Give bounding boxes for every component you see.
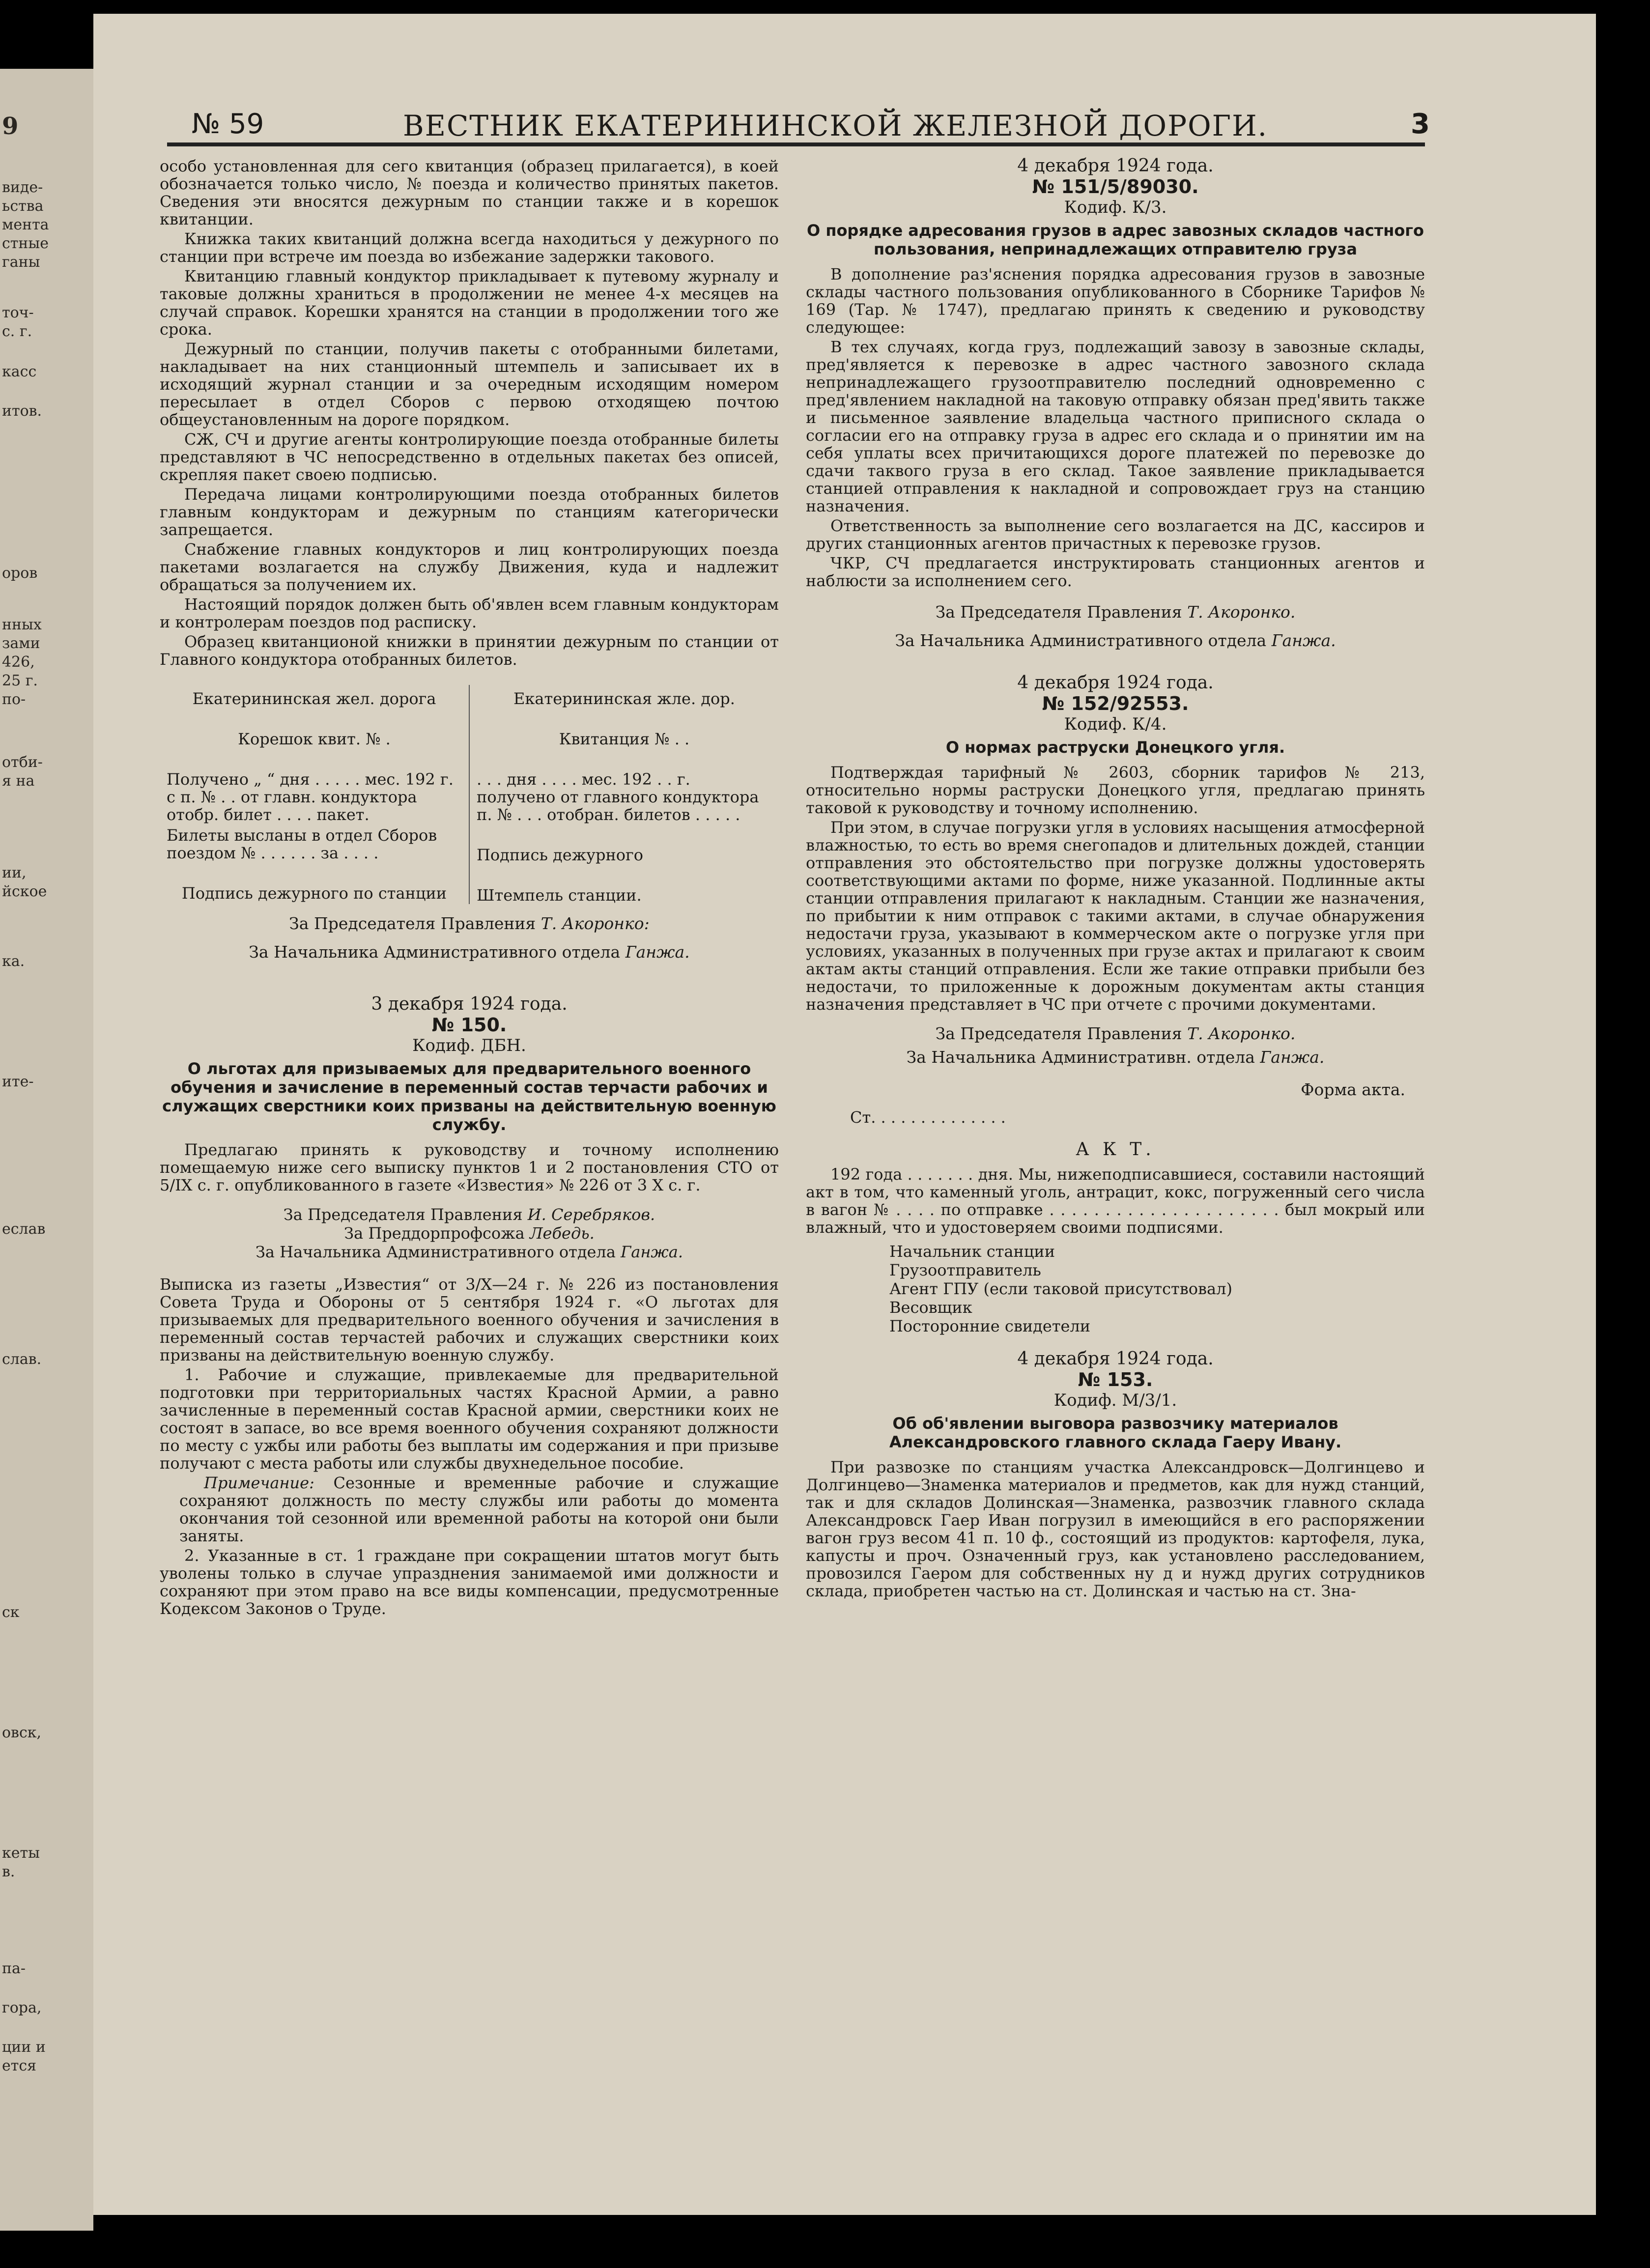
form-line: Билеты высланы в отдел Сборов поездом № . . . . . . за . . . . (167, 826, 437, 862)
signature-name: Ганжа. (625, 942, 690, 962)
signature-line (160, 1224, 779, 1242)
signature-line (160, 943, 779, 961)
right-column (806, 157, 1425, 1602)
signature-name: Лебедь. (529, 1224, 595, 1243)
signature-role: За Начальника Административного отдела (255, 1243, 616, 1261)
paragraph: Подтверждая тарифный № 2603, сборник тарифов № 213, относительно нормы раструски Донецкого угля, предлагаю принять таковой к руководству и точному исполнению. (806, 763, 1425, 817)
order-heading: О льготах для призываемых для предварительного военного обучения и зачисление в переменный состав терчасти рабочих и служащих сверстники коих призваны на действительную военную службу. (162, 1059, 776, 1134)
paragraph: СЖ, СЧ и другие агенты контролирующие поезда отобранные билеты представляют в ЧС непосредственно в отдельных пакетах без описей, скрепляя пакет своею подписью. (160, 430, 779, 484)
signature-line (160, 915, 779, 933)
station-field: Ст. . . . . . . . . . . . . . (850, 1108, 1006, 1127)
signer-line: Агент ГПУ (если таковой присутствовал) (889, 1279, 1232, 1298)
left-column (160, 157, 779, 1619)
order-codification: Кодиф. К/4. (1064, 714, 1167, 734)
signature-role: За Начальника Административн. отдела (906, 1048, 1255, 1067)
signature-role: За Преддорпрофсожа (344, 1224, 525, 1243)
signature-role: За Начальника Административного отдела (895, 631, 1267, 650)
strip-text: нных (2, 616, 42, 633)
strip-text: оров (2, 565, 38, 582)
order-date: 3 декабря 1924 года. (371, 994, 568, 1014)
act-signers (889, 1242, 1425, 1335)
signature-name: И. Серебряков. (527, 1205, 655, 1224)
paragraph: Снабжение главных кондукторов и лиц контролирующих поезда пакетами возлагается на службу Движения, куда и надлежит обращаться за получением их. (160, 540, 779, 594)
strip-text: ется (2, 2057, 37, 2074)
receipt-stub (160, 685, 469, 904)
order-number: № 150. (431, 1014, 507, 1036)
signature-line (806, 603, 1425, 621)
strip-text: ск (2, 1604, 20, 1621)
paragraph: При этом, в случае погрузки угля в условиях насыщения атмосферной влажностью, то есть во время снегопадов и длительных дождей, станции отправления это обстоятельство при погрузке должны удостоверять соответствующими актами по форме, ниже указанной. Подлинные акты станции отправления прилагают к накладным. Станции же назначения, по прибытии к ним отправок с такими актами, в случае обнаружения недостачи груза, указывают в коммерческом акте о погрузке угля при условиях, указанных в полученных при грузе актах и прилагают к своим актам акты станций отправления. Если же такие отправки прибыли без недостачи, то приложенные к дорожным документам акты станция назначения представляет в ЧС при отчете с прочими документами. (806, 818, 1425, 1014)
paragraph: Предлагаю принять к руководству и точному исполнению помещаемую ниже сего выписку пунктов 1 и 2 постановления СТО от 5/IX с. г. опубликованного в газете «Известия» № 226 от 3 Х с. г. (160, 1140, 779, 1194)
signer-line: Начальник станции (889, 1242, 1055, 1261)
signature-role: За Председателя Правления (283, 1205, 523, 1224)
strip-text: виде- (2, 179, 43, 196)
act-title: А К Т. (1076, 1139, 1155, 1160)
signer-line: Весовщик (889, 1298, 972, 1317)
strip-text: 25 г. (2, 672, 38, 689)
paragraph: Квитанцию главный кондуктор прикладывает к путевому журналу и таковые должны храниться в продолжении не менее 4-х месяцев на случай справок. Корешки хранятся на станции в продолжении того же срока. (160, 267, 779, 339)
signer-line: Грузоотправитель (889, 1261, 1041, 1279)
receipt-main (469, 685, 779, 904)
form-line: Штемпель станции. (477, 886, 642, 905)
signature-line (160, 1243, 779, 1261)
paragraph: 192 года . . . . . . . дня. Мы, нижеподписавшиеся, составили настоящий акт в том, что каменный уголь, антрацит, кокс, погруженный сего числа в вагон № . . . . по отправке . . . . . . . . . . . . . . . . . . . . . был мокрый или влажный, что и удостоверяем своими подписями. (806, 1165, 1425, 1237)
paragraph: Образец квитанционой книжки в принятии дежурным по станции от Главного кондуктора отобранных билетов. (160, 632, 779, 669)
strip-text: слав. (2, 1351, 42, 1368)
order-number: № 151/5/89030. (1032, 176, 1199, 198)
strip-text: отби- (2, 754, 43, 771)
form-line: Корешок квит. № . (238, 730, 391, 748)
paragraph: При развозке по станциям участка Александровск—Долгинцево и Долгинцево—Знаменка материалов и предметов, как для нужд станций, так и для складов Долинская—Знаменка, развозчик главного склада Александровск Гаер Иван погрузил в имеющийся в его распоряжении вагон груз весом 41 п. 10 ф., состоящий из продуктов: картофеля, лука, капусты и проч. Означенный груз, как установлено расследованием, провозился Гаером для собственных ну д и нужд других сотрудников склада, приобретен частью на ст. Долинская и частью на ст. Зна- (806, 1458, 1425, 1600)
signature-role: За Председателя Правления (935, 602, 1182, 622)
issue-number: № 59 (192, 108, 264, 140)
strip-text: ции и (2, 2039, 46, 2056)
note-text: Сезонные и временные рабочие и служащие сохраняют должность по месту службы или работы до момента окончания той сезонной или временной работы на которой они были заняты. (179, 1474, 779, 1545)
strip-text: овск, (2, 1724, 42, 1741)
signature-role: За Председателя Правления (935, 1024, 1182, 1043)
paragraph: ЧКР, СЧ предлагается инструктировать станционных агентов и наблюсти за исполнением сего. (806, 554, 1425, 590)
order-codification: Кодиф. ДБН. (412, 1036, 526, 1055)
signature-name: Т. Акоронко. (1187, 602, 1296, 622)
order-date: 4 декабря 1924 года. (1017, 673, 1214, 693)
adjacent-page-strip (0, 69, 93, 2231)
signature-role: За Председателя Правления (289, 914, 536, 933)
signature-role: За Начальника Административного отдела (249, 942, 621, 962)
signature-name: Ганжа. (1260, 1048, 1325, 1067)
signature-line (160, 1206, 779, 1223)
strip-text: ка. (2, 953, 25, 970)
paragraph: В тех случаях, когда груз, подлежащий завозу в завозные склады, пред'является к перевозке в адрес частного завозного склада непринадлежащего грузоотправителю последний одновременно с пред'явлением накладной на таковую отправку обязан пред'явить также и письменное заявление владельца частного приписного склада о согласии его на отправку груза в адрес его склада и о принятии им на себя уплаты всех причитающихся дороге платежей по перевозке до сдачи таквого груза в его склад. Такое заявление прикладывается станцией отправления к накладной и сопровождает груз на станцию назначения. (806, 338, 1425, 515)
signature-line (806, 632, 1425, 650)
strip-text: стные (2, 235, 49, 252)
strip-text: ите- (2, 1073, 34, 1090)
form-line: . . . дня . . . . мес. 192 . . г. получено от главного кондуктора п. № . . . отобран. билетов . . . . . (477, 770, 759, 824)
strip-text: с. г. (2, 323, 32, 340)
strip-text: кеты (2, 1844, 40, 1862)
strip-text: итов. (2, 402, 42, 420)
paragraph: Ответственность за выполнение сего возлагается на ДС, кассиров и других станционных агентов причастных к перевозке грузов. (806, 516, 1425, 553)
header-rule (167, 142, 1425, 146)
paragraph: В дополнение раз'яснения порядка адресования грузов в завозные склады частного пользования опубликованного в Сборнике Тарифов № 169 (Тар. № 1747), предлагаю принять к сведению и руководству следующее: (806, 265, 1425, 337)
strip-text: 9 (2, 113, 19, 140)
signature-name: Ганжа. (621, 1243, 683, 1261)
signature-name: Ганжа. (1271, 631, 1336, 650)
strip-text: касс (2, 363, 37, 380)
order-heading: Об об'явлении выговора развозчику материалов Александровского главного склада Гаеру Ивану. (889, 1414, 1342, 1451)
form-line: Квитанция № . . (559, 730, 690, 748)
paragraph: 2. Указанные в ст. 1 граждане при сокращении штатов могут быть уволены только в случае упразднения занимаемой ими должности и сохраняют при этом право на все виды компенсации, предусмотренные Кодексом Законов о Труде. (160, 1546, 779, 1618)
strip-text: мента (2, 216, 49, 233)
strip-text: 426, (2, 653, 35, 671)
order-heading: О нормах раструски Донецкого угля. (945, 738, 1285, 757)
order-date: 4 декабря 1924 года. (1017, 156, 1214, 176)
note-paragraph (160, 1474, 779, 1545)
signature-line (806, 1049, 1425, 1066)
strip-text: по- (2, 691, 26, 708)
order-heading: О порядке адресования грузов в адрес завозных складов частного пользования, непринадлежащих отправителю груза (806, 221, 1424, 258)
signature-name: Т. Акоронко. (1187, 1024, 1296, 1043)
receipt-form (160, 685, 779, 904)
order-codification: Кодиф. К/3. (1064, 198, 1167, 217)
order-codification: Кодиф. М/3/1. (1053, 1390, 1177, 1410)
form-line: Подпись дежурного (477, 846, 644, 864)
paragraph: особо установленная для сего квитанция (образец прилагается), в коей обозначается только число, № поезда и количество принятых пакетов. Сведения эти вносятся дежурным по станции также и в корешок квитанции. (160, 157, 779, 228)
form-line: Екатерининская жле. дор. (513, 689, 735, 708)
strip-text: гора, (2, 1999, 42, 2016)
signer-line: Посторонние свидетели (889, 1317, 1091, 1335)
paragraph: Книжка таких квитанций должна всегда находиться у дежурного по станции при встрече им поезда во избежание задержки такового. (160, 229, 779, 266)
strip-text: в. (2, 1863, 15, 1880)
strip-text: ьства (2, 198, 44, 215)
newspaper-title: ВЕСТНИК ЕКАТЕРИНИНСКОЙ ЖЕЛЕЗНОЙ ДОРОГИ. (403, 109, 1268, 142)
order-number: № 153. (1078, 1369, 1153, 1390)
form-line: Екатерининская жел. дорога (192, 689, 436, 708)
paragraph: Передача лицами контролирующими поезда отобранных билетов главным кондукторам и дежурным по станциям категорически запрещается. (160, 485, 779, 539)
strip-text: точ- (2, 304, 34, 321)
strip-text: еслав (2, 1220, 46, 1238)
signature-line (806, 1025, 1425, 1043)
strip-text: ганы (2, 254, 40, 271)
page-number: 3 (1411, 108, 1430, 140)
strip-text: зами (2, 635, 40, 652)
paragraph: Дежурный по станции, получив пакеты с отобранными билетами, накладывает на них станционный штемпель и записывает их в исходящий журнал станции и за очередным исходящим номером пересылает в отдел Сборов с первою отходящею почтою общеустановленным на дороге порядком. (160, 340, 779, 429)
note-label: Примечание: (204, 1474, 314, 1492)
signature-name: Т. Акоронко: (541, 914, 650, 933)
paragraph: 1. Рабочие и служащие, привлекаемые для предварительной подготовки при территориальных частях Красной Армии, а равно зачисленные в переменный состав Красной армии, сверстники коих не состоят в запасе, во все время военного обучения сохраняют должности по месту с ужбы или работы без выплаты им содержания и при призыве получают с места работы или службы двухнедельное пособие. (160, 1365, 779, 1473)
paragraph: Выписка из газеты „Известия“ от 3/Х—24 г. № 226 из постановления Совета Труда и Обороны от 5 сентября 1924 г. «О льготах для призываемых для предварительного военного обучения и зачисления в переменный состав терчастей рабочих и служащих сверстники коих призваны на действительную военную службу. (160, 1275, 779, 1364)
strip-text: ии, (2, 864, 27, 881)
order-number: № 152/92553. (1042, 693, 1189, 714)
order-date: 4 декабря 1924 года. (1017, 1349, 1214, 1369)
form-line: Подпись дежурного по станции (181, 884, 447, 903)
form-label: Форма акта. (1301, 1080, 1405, 1099)
strip-text: я на (2, 772, 35, 790)
strip-text: йское (2, 883, 47, 900)
paragraph: Настоящий порядок должен быть об'явлен всем главным кондукторам и контролерам поездов под расписку. (160, 595, 779, 631)
form-line: Получено „ “ дня . . . . . мес. 192 г. с п. № . . от главн. кондуктора отобр. билет . . . . пакет. (167, 770, 454, 824)
strip-text: па- (2, 1960, 26, 1977)
